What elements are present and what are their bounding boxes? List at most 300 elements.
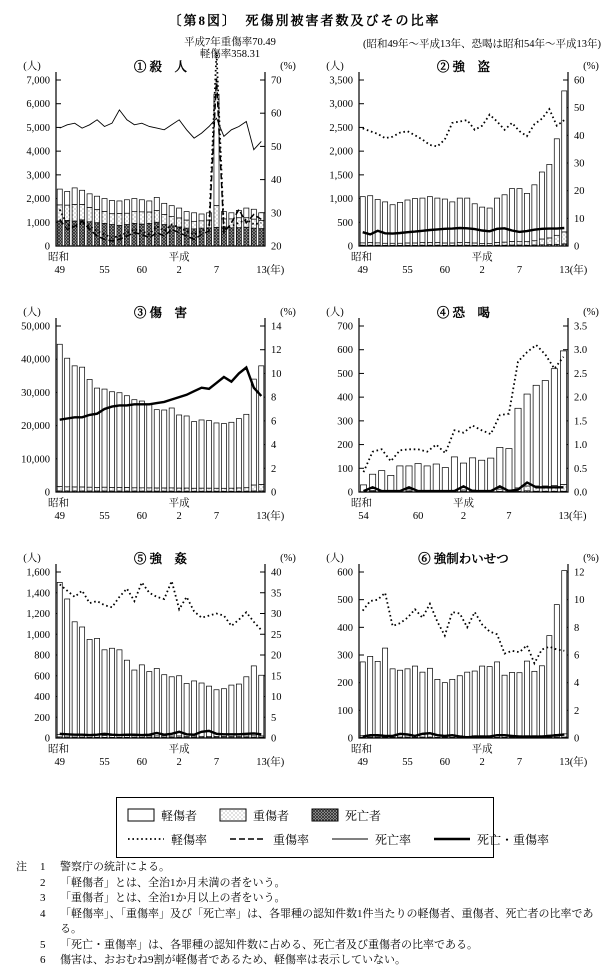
bar-serious: [450, 243, 455, 245]
bar-death: [244, 737, 249, 738]
bar-serious: [162, 214, 167, 224]
era-label: 昭和: [48, 497, 69, 509]
bar-light: [95, 638, 100, 735]
left-tick-label: 400: [34, 692, 50, 703]
bar-light: [554, 605, 559, 735]
bar-death: [427, 737, 432, 738]
bar-serious: [236, 488, 241, 491]
bar-death: [154, 491, 159, 492]
chart-cell-rape: [2, 548, 302, 791]
bar-light: [405, 669, 410, 735]
x-tick-label: 7: [214, 757, 219, 768]
note-line: [16, 860, 606, 876]
right-axis-unit: (%): [583, 307, 599, 318]
note-text: 「重傷者」とは、全治1か月以上の者をいう。: [60, 891, 606, 907]
bar-death: [162, 737, 167, 738]
note-text: 傷害は、おおむね9割が軽傷者であるため、軽傷率は表示していない。: [60, 953, 606, 969]
bar-serious: [102, 487, 107, 491]
bar-light: [162, 203, 167, 214]
bar-death: [229, 228, 234, 246]
bar-serious: [95, 210, 100, 223]
bar-serious: [547, 238, 552, 245]
bar-serious: [162, 488, 167, 491]
bar-light: [472, 204, 477, 243]
bar-death: [532, 245, 537, 246]
chart-injury: [2, 302, 302, 545]
note-number: 1: [40, 860, 60, 876]
x-tick-label: 7: [214, 265, 219, 276]
note-mark: [16, 907, 40, 938]
era-label: 昭和: [48, 743, 69, 755]
bar-death: [80, 737, 85, 738]
right-tick-label: 40: [271, 175, 282, 186]
bar-light: [162, 410, 167, 488]
bar-light: [229, 422, 234, 488]
note-number: 2: [40, 876, 60, 892]
bar-light: [554, 139, 559, 236]
bar-light: [442, 468, 448, 491]
bar-death: [162, 491, 167, 492]
bar-light: [117, 201, 122, 214]
bar-light: [495, 198, 500, 242]
left-tick-label: 2,000: [26, 194, 50, 205]
right-tick-label: 10: [574, 595, 585, 606]
bar-light: [236, 419, 241, 488]
bar-death: [244, 227, 249, 246]
bar-death: [251, 491, 256, 492]
left-axis-unit: (人): [326, 59, 344, 72]
bar-light: [192, 213, 197, 222]
left-tick-label: 1,000: [26, 630, 50, 641]
bar-light: [102, 650, 107, 736]
x-tick-label: 49: [54, 265, 65, 276]
right-tick-label: 1.0: [574, 440, 587, 451]
bar-death: [199, 228, 204, 246]
era-label: 昭和: [48, 251, 69, 263]
rate-line-thin: [60, 110, 262, 150]
thin-line-icon: [331, 833, 369, 845]
bar-light: [487, 208, 492, 243]
left-tick-label: 0: [348, 734, 353, 745]
bar-death: [117, 737, 122, 738]
bar-serious: [375, 243, 380, 245]
bar-serious: [192, 488, 197, 491]
bar-death: [533, 491, 539, 492]
right-tick-label: 12: [574, 568, 585, 579]
bar-death: [57, 737, 62, 738]
bar-light: [132, 670, 137, 736]
left-tick-label: 100: [337, 706, 353, 717]
left-tick-label: 600: [337, 568, 353, 579]
bar-serious: [412, 243, 417, 245]
bar-serious: [368, 243, 373, 246]
bar-death: [259, 491, 264, 492]
bar-light: [102, 389, 107, 487]
note-text: 「軽傷者」とは、全治1か月未満の者をいう。: [60, 876, 606, 892]
x-tick-label: 60: [137, 265, 148, 276]
right-tick-label: 70: [271, 76, 282, 87]
charts-grid: [0, 56, 609, 792]
bar-death: [132, 491, 137, 492]
left-tick-label: 6,000: [26, 99, 50, 110]
bar-death: [139, 737, 144, 738]
x-tick-label: 55: [402, 265, 413, 276]
x-tick-label: 60: [440, 757, 451, 768]
right-tick-label: 40: [574, 131, 585, 142]
bar-light: [87, 639, 92, 735]
serious-swatch-icon: [219, 808, 247, 822]
right-tick-label: 6: [574, 651, 579, 662]
bar-light: [199, 420, 204, 488]
bar-light: [154, 668, 159, 735]
x-tick-label: 55: [99, 511, 110, 522]
bar-death: [551, 491, 557, 492]
left-tick-label: 200: [34, 713, 50, 724]
bar-serious: [214, 488, 219, 491]
bar-light: [192, 422, 197, 489]
left-tick-label: 600: [337, 345, 353, 356]
bar-serious: [95, 487, 100, 491]
era-label: 平成: [472, 250, 493, 263]
legend-row-lines: [127, 827, 483, 851]
right-axis-unit: (%): [583, 61, 599, 72]
bar-light: [502, 195, 507, 242]
x-tick-label: 7: [517, 757, 522, 768]
left-axis-unit: (人): [326, 305, 344, 318]
bar-light: [390, 205, 395, 244]
right-tick-label: 8: [271, 393, 276, 404]
bar-light: [177, 676, 182, 736]
bar-death: [214, 228, 219, 246]
bar-light: [488, 458, 494, 490]
bar-light: [117, 393, 122, 488]
left-tick-label: 500: [337, 369, 353, 380]
left-tick-label: 3,500: [329, 76, 353, 87]
bar-death: [383, 737, 388, 738]
bar-light: [124, 200, 129, 214]
x-tick-label: 60: [137, 511, 148, 522]
bar-light: [147, 672, 152, 736]
bar-death: [547, 245, 552, 246]
bar-serious: [524, 486, 530, 491]
bar-serious: [147, 212, 152, 223]
bar-serious: [65, 205, 70, 220]
bar-death: [405, 737, 410, 738]
right-tick-label: 2: [574, 706, 579, 717]
bar-light: [154, 410, 159, 488]
annotation-line2: 軽傷率358.31: [140, 49, 320, 61]
bar-death: [420, 737, 425, 738]
bar-light: [177, 415, 182, 488]
bar-serious: [442, 243, 447, 245]
bar-light: [457, 676, 462, 736]
note-text: 「軽傷率」、「重傷率」及び「死亡率」は、各罪種の認知件数1件当たりの軽傷者、重傷者、死亡者の比率である。: [60, 907, 606, 938]
right-tick-label: 20: [271, 651, 282, 662]
bar-light: [109, 648, 114, 735]
bar-death: [472, 245, 477, 246]
bar-serious: [360, 243, 365, 245]
bar-death: [244, 491, 249, 492]
bar-death: [554, 737, 559, 738]
x-tick-label: 2: [177, 511, 182, 522]
bar-death: [398, 737, 403, 738]
bar-death: [412, 737, 417, 738]
bar-light: [87, 194, 92, 208]
bar-light: [524, 394, 530, 486]
legend-label-thin: 死亡率: [375, 831, 411, 848]
left-tick-label: 200: [337, 440, 353, 451]
bar-death: [236, 228, 241, 246]
bar-light: [139, 200, 144, 212]
bar-light: [229, 685, 234, 736]
bar-death: [442, 245, 447, 246]
left-tick-label: 500: [337, 218, 353, 229]
left-tick-label: 20,000: [21, 421, 50, 432]
bar-death: [169, 737, 174, 738]
note-text: 「死亡・重傷率」は、各罪種の認知件数に占める、死亡者及び重傷者の比率である。: [60, 938, 606, 954]
bar-death: [192, 229, 197, 246]
bar-serious: [259, 220, 264, 228]
chart-cell-injury: [2, 302, 302, 545]
rate-line-dotted: [363, 109, 565, 146]
bar-light: [497, 447, 503, 489]
right-axis-unit: (%): [583, 553, 599, 564]
bar-light: [388, 475, 394, 491]
bar-light: [184, 684, 189, 737]
x-tick-label: 49: [54, 757, 65, 768]
bar-death: [457, 245, 462, 246]
note-mark: [16, 953, 40, 969]
right-axis-unit: (%): [280, 553, 296, 564]
bar-light: [132, 199, 137, 212]
bar-serious: [405, 243, 410, 245]
bar-light: [57, 582, 62, 734]
bar-light: [415, 464, 421, 491]
bar-light: [551, 369, 557, 486]
bar-death: [199, 491, 204, 492]
legend-label-light: 軽傷者: [161, 807, 197, 824]
bar-light: [177, 208, 182, 218]
chart-rape: [2, 548, 302, 791]
left-tick-label: 300: [337, 651, 353, 662]
bar-light: [132, 400, 137, 488]
x-tick-label: 60: [440, 265, 451, 276]
bar-light: [244, 414, 249, 487]
bar-death: [72, 491, 77, 492]
bar-serious: [72, 205, 77, 222]
left-axis-unit: (人): [23, 305, 41, 318]
note-line: [16, 891, 606, 907]
bar-light: [139, 401, 144, 488]
bar-serious: [139, 488, 144, 491]
bar-death: [236, 491, 241, 492]
right-tick-label: 6: [271, 416, 276, 427]
legend-item-dotted: [127, 831, 207, 848]
bar-serious: [497, 489, 503, 491]
bar-light: [435, 679, 440, 735]
left-tick-label: 0: [45, 488, 50, 499]
bar-light: [420, 672, 425, 734]
bar-serious: [192, 221, 197, 229]
left-tick-label: 200: [337, 678, 353, 689]
bar-serious: [117, 487, 122, 491]
bar-light: [214, 690, 219, 737]
right-tick-label: 60: [574, 76, 585, 87]
bar-serious: [154, 488, 159, 491]
legend-row-bars: [127, 803, 483, 827]
bar-light: [72, 188, 77, 205]
left-axis-unit: (人): [23, 59, 41, 72]
era-label: 平成: [472, 742, 493, 755]
bar-death: [495, 245, 500, 246]
bar-light: [480, 666, 485, 736]
bar-death: [383, 245, 388, 246]
chart-title: ③ 傷 害: [134, 305, 188, 320]
bar-serious: [184, 220, 189, 228]
x-tick-label: 7: [214, 511, 219, 522]
right-axis-unit: (%): [280, 61, 296, 72]
page-title: 〔第8図〕 死傷別被害者数及びその比率: [0, 10, 609, 29]
bar-light: [375, 200, 380, 243]
right-tick-label: 1.5: [574, 416, 587, 427]
left-tick-label: 600: [34, 671, 50, 682]
bar-light: [162, 675, 167, 736]
bar-death: [132, 223, 137, 246]
bar-death: [390, 245, 395, 246]
chart-title: ② 強 盗: [437, 59, 491, 74]
bar-death: [109, 225, 114, 246]
bar-light: [379, 471, 385, 491]
bar-death: [95, 491, 100, 492]
note-mark: [16, 938, 40, 954]
legend-label-dashed: 重傷率: [273, 831, 309, 848]
legend-item-death: [311, 807, 381, 824]
left-axis-unit: (人): [23, 551, 41, 564]
legend-item-thick: [433, 831, 549, 848]
bar-death: [57, 221, 62, 246]
bar-serious: [102, 212, 107, 224]
bar-serious: [532, 241, 537, 245]
left-tick-label: 1,500: [329, 170, 353, 181]
bar-serious: [117, 214, 122, 226]
bar-light: [259, 675, 264, 736]
bar-death: [368, 245, 373, 246]
bar-death: [495, 737, 500, 738]
bar-death: [169, 226, 174, 246]
x-tick-label: 55: [402, 757, 413, 768]
bar-light: [450, 202, 455, 243]
bar-light: [412, 199, 417, 243]
right-tick-label: 40: [271, 568, 282, 579]
left-tick-label: 500: [337, 595, 353, 606]
left-tick-label: 2,500: [329, 123, 353, 134]
bar-serious: [87, 208, 92, 222]
right-tick-label: 30: [574, 159, 585, 170]
bar-light: [502, 675, 507, 735]
bar-death: [102, 491, 107, 492]
left-tick-label: 5,000: [26, 123, 50, 134]
bar-death: [80, 491, 85, 492]
bar-death: [542, 491, 548, 492]
bar-light: [57, 344, 62, 486]
bar-serious: [244, 488, 249, 491]
bar-light: [465, 672, 470, 736]
bar-light: [109, 200, 114, 213]
bar-light: [469, 458, 475, 490]
bar-light: [524, 661, 529, 736]
left-tick-label: 1,200: [26, 609, 50, 620]
right-tick-label: 0.0: [574, 488, 587, 499]
left-tick-label: 1,000: [26, 218, 50, 229]
chart-extortion: [305, 302, 605, 545]
bar-light: [397, 466, 403, 491]
bar-light: [435, 198, 440, 243]
bar-death: [184, 491, 189, 492]
bar-light: [427, 197, 432, 243]
bar-light: [524, 193, 529, 241]
bar-light: [360, 197, 365, 243]
bar-serious: [199, 488, 204, 491]
right-tick-label: 10: [271, 692, 282, 703]
left-tick-label: 7,000: [26, 76, 50, 87]
bar-serious: [539, 239, 544, 245]
era-label: 昭和: [351, 743, 372, 755]
bar-light: [184, 212, 189, 221]
bar-serious: [65, 487, 70, 491]
bar-death: [177, 227, 182, 246]
bar-death: [360, 737, 365, 738]
x-tick-label: 7: [517, 265, 522, 276]
x-tick-label: 2: [177, 757, 182, 768]
bar-death: [124, 491, 129, 492]
bar-death: [87, 491, 92, 492]
note-mark: 注: [16, 860, 40, 876]
bar-death: [405, 245, 410, 246]
bar-light: [244, 677, 249, 736]
bar-serious: [502, 242, 507, 245]
bar-death: [132, 737, 137, 738]
chart-indecency: [305, 548, 605, 791]
bar-death: [251, 228, 256, 246]
bar-serious: [472, 243, 477, 245]
note-mark: [16, 876, 40, 892]
bar-light: [412, 666, 417, 735]
bar-death: [554, 244, 559, 246]
right-tick-label: 2: [271, 464, 276, 475]
right-tick-label: 2.5: [574, 369, 587, 380]
right-axis-unit: (%): [280, 307, 296, 318]
bar-light: [199, 214, 204, 221]
bar-light: [420, 198, 425, 243]
legend-label-thick: 死亡・重傷率: [477, 831, 549, 848]
bar-light: [360, 662, 365, 736]
bar-death: [259, 229, 264, 246]
bar-serious: [517, 241, 522, 245]
footnotes: [16, 860, 606, 969]
bar-death: [139, 491, 144, 492]
bar-serious: [139, 212, 144, 224]
legend-item-light: [127, 807, 197, 824]
bar-light: [147, 405, 152, 488]
right-tick-label: 0: [271, 734, 276, 745]
bar-light: [375, 661, 380, 735]
bar-light: [451, 457, 457, 490]
bar-death: [450, 245, 455, 246]
bar-death: [87, 737, 92, 738]
left-tick-label: 3,000: [329, 99, 353, 110]
x-tick-label: 60: [413, 511, 424, 522]
bar-death: [221, 491, 226, 492]
